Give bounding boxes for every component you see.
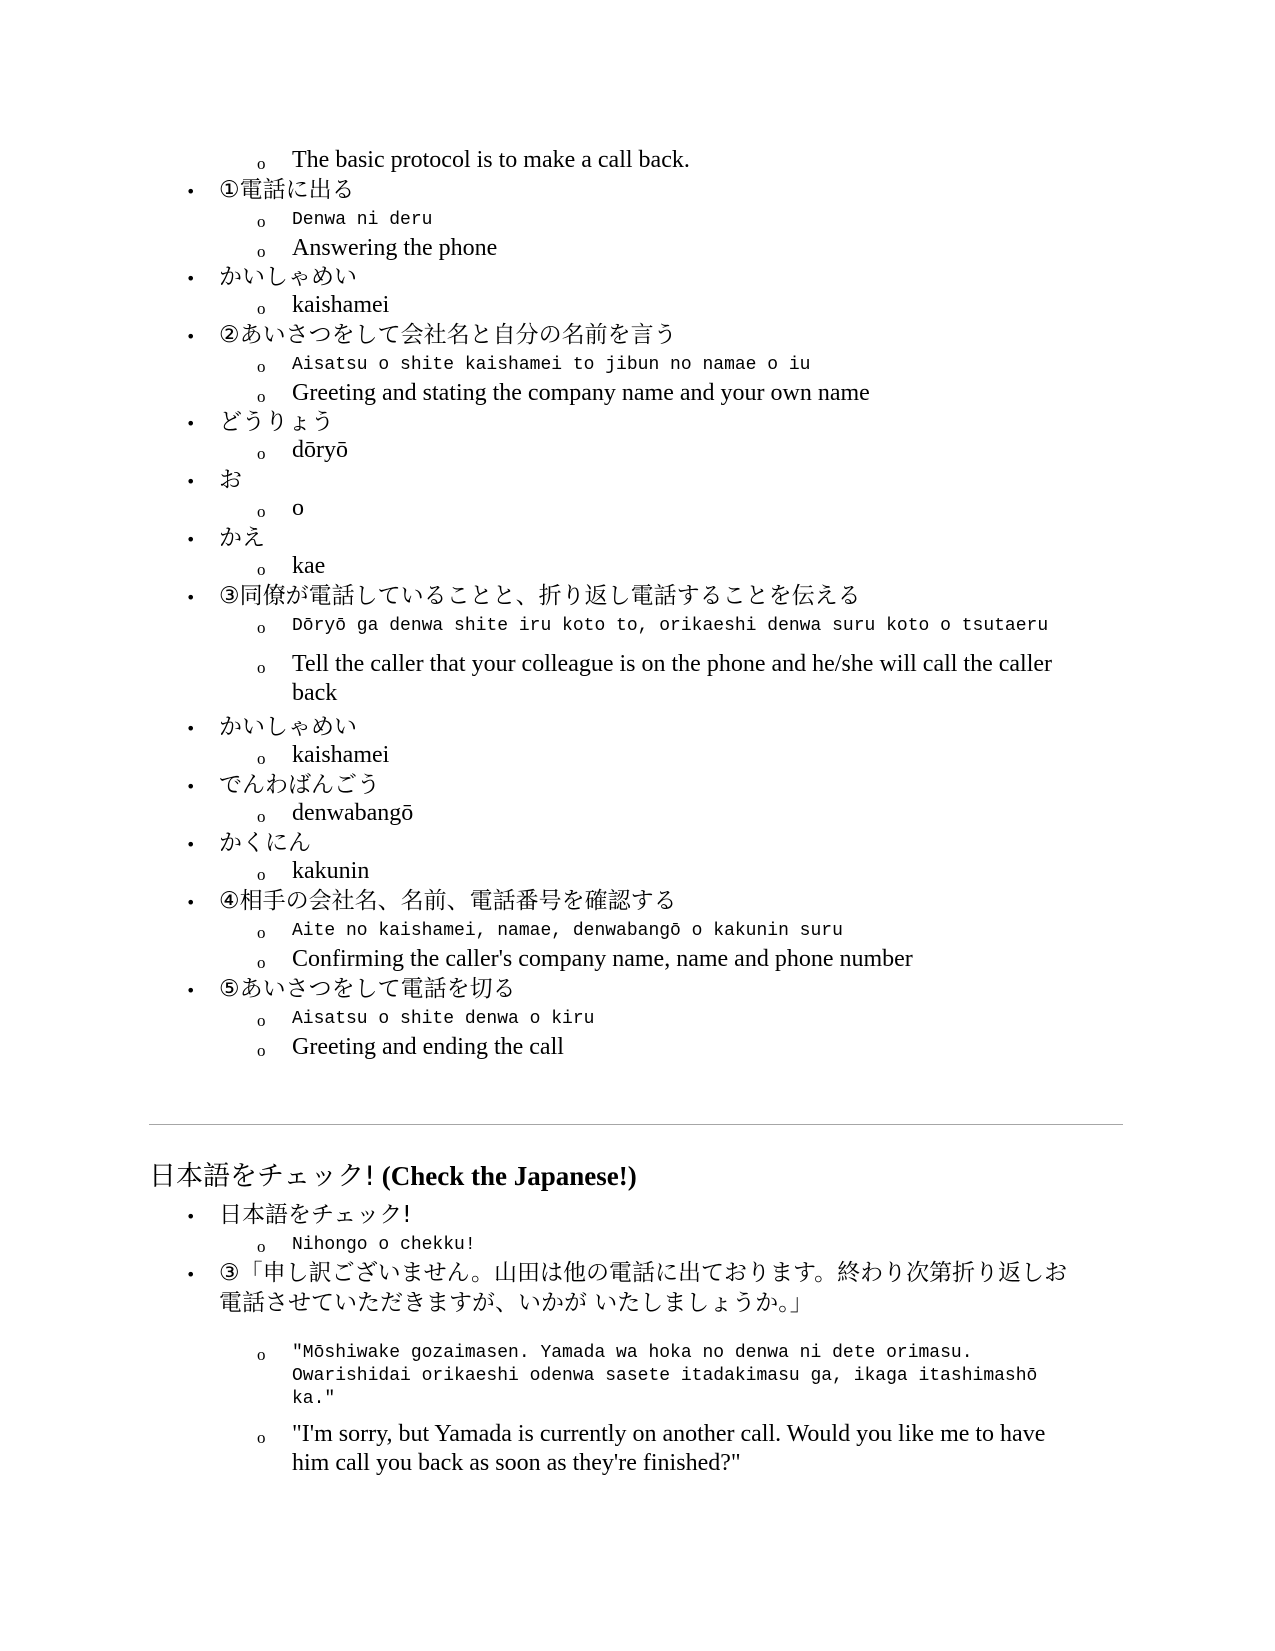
section-heading xyxy=(149,1158,637,1195)
circle-bullet-icon: o xyxy=(257,387,266,406)
bullet-icon: • xyxy=(186,1207,196,1226)
section-heading-japanese: 日本語をチェック! xyxy=(149,1161,376,1192)
bullet-icon: • xyxy=(186,719,196,738)
circle-bullet-icon: o xyxy=(257,357,266,376)
bullet-icon: • xyxy=(186,472,196,491)
horizontal-rule xyxy=(149,1124,1123,1125)
item-text-romaji: Aite no kaishamei, namae, denwabangō o kakunin suru xyxy=(292,921,843,941)
item-text-romaji: Nihongo o chekku! xyxy=(292,1235,476,1255)
bullet-icon: • xyxy=(186,893,196,912)
item-text-japanese: ⑤あいさつをして電話を切る xyxy=(219,976,516,1002)
item-text-english: kaishamei xyxy=(292,292,390,318)
item-text-japanese: どうりょう xyxy=(219,409,334,435)
item-text-english: Confirming the caller's company name, name and phone number xyxy=(292,946,913,972)
bullet-icon: • xyxy=(186,530,196,549)
bullet-icon: • xyxy=(186,835,196,854)
item-text-japanese: ②あいさつをして会社名と自分の名前を言う xyxy=(219,322,677,348)
item-text-romaji: Denwa ni deru xyxy=(292,210,433,230)
item-text-english: Greeting and stating the company name and your own name xyxy=(292,380,870,406)
circle-bullet-icon: o xyxy=(257,154,266,173)
circle-bullet-icon: o xyxy=(257,953,266,972)
item-text-japanese: ④相手の会社名、名前、電話番号を確認する xyxy=(219,888,677,914)
item-text-english: Greeting and ending the call xyxy=(292,1034,564,1060)
item-text-english: Answering the phone xyxy=(292,235,498,261)
item-text-english: kakunin xyxy=(292,858,370,884)
item-text-japanese: 日本語をチェック! xyxy=(219,1202,412,1228)
bullet-icon: • xyxy=(186,327,196,346)
circle-bullet-icon: o xyxy=(257,1041,266,1060)
bullet-icon: • xyxy=(186,588,196,607)
item-text-english: dōryō xyxy=(292,437,348,463)
circle-bullet-icon: o xyxy=(257,212,266,231)
bullet-icon: • xyxy=(186,269,196,288)
item-text-romaji: Aisatsu o shite kaishamei to jibun no namae o iu xyxy=(292,355,811,375)
item-text-japanese: かいしゃめい xyxy=(219,714,357,740)
circle-bullet-icon: o xyxy=(257,923,266,942)
circle-bullet-icon: o xyxy=(257,242,266,261)
item-text-japanese: でんわばんごう xyxy=(219,772,380,798)
item-text-japanese: ③同僚が電話していることと、折り返し電話することを伝える xyxy=(219,583,861,609)
circle-bullet-icon: o xyxy=(257,1428,266,1447)
item-text-japanese: ①電話に出る xyxy=(219,177,355,203)
item-text-english: o xyxy=(292,495,304,521)
section-heading-english: (Check the Japanese!) xyxy=(381,1161,637,1191)
item-text-english: Tell the caller that your colleague is on the phone and he/she will call the caller back xyxy=(292,651,1053,706)
circle-bullet-icon: o xyxy=(257,1237,266,1256)
item-text-romaji: Dōryō ga denwa shite iru koto to, orikaeshi denwa suru koto o tsutaeru xyxy=(292,616,1049,636)
circle-bullet-icon: o xyxy=(257,502,266,521)
circle-bullet-icon: o xyxy=(257,444,266,463)
bullet-icon: • xyxy=(186,981,196,1000)
item-text-english: denwabangō xyxy=(292,800,414,826)
item-text-english: kaishamei xyxy=(292,742,390,768)
item-text-japanese: お xyxy=(219,467,242,493)
circle-bullet-icon: o xyxy=(257,749,266,768)
circle-bullet-icon: o xyxy=(257,1011,266,1030)
item-text-japanese: かくにん xyxy=(219,830,311,856)
item-text-romaji: Aisatsu o shite denwa o kiru xyxy=(292,1009,595,1029)
bullet-icon: • xyxy=(186,182,196,201)
bullet-icon: • xyxy=(186,1265,196,1284)
item-text-japanese: かえ xyxy=(219,525,265,551)
item-text-english: kae xyxy=(292,553,326,579)
item-text-english: The basic protocol is to make a call back. xyxy=(292,147,690,173)
item-text-romaji: "Mōshiwake gozaimasen. Yamada wa hoka no denwa ni dete orimasu. Owarishidai orikaeshi odenwa sasete itadakimasu ga, ikaga itashimashō ka." xyxy=(292,1343,1038,1409)
circle-bullet-icon: o xyxy=(257,1345,266,1364)
item-text-japanese: かいしゃめい xyxy=(219,264,357,290)
bullet-icon: • xyxy=(186,777,196,796)
circle-bullet-icon: o xyxy=(257,618,266,637)
circle-bullet-icon: o xyxy=(257,865,266,884)
bullet-icon: • xyxy=(186,414,196,433)
circle-bullet-icon: o xyxy=(257,560,266,579)
item-text-english: "I'm sorry, but Yamada is currently on another call. Would you like me to have him call you back as soon as they're finished?" xyxy=(292,1421,1046,1476)
item-text-japanese: ③「申し訳ございません。山田は他の電話に出ております。終わり次第折り返しお電話させていただきますが、いかが いたしましょうか。」 xyxy=(219,1260,1068,1316)
circle-bullet-icon: o xyxy=(257,299,266,318)
circle-bullet-icon: o xyxy=(257,807,266,826)
circle-bullet-icon: o xyxy=(257,658,266,677)
